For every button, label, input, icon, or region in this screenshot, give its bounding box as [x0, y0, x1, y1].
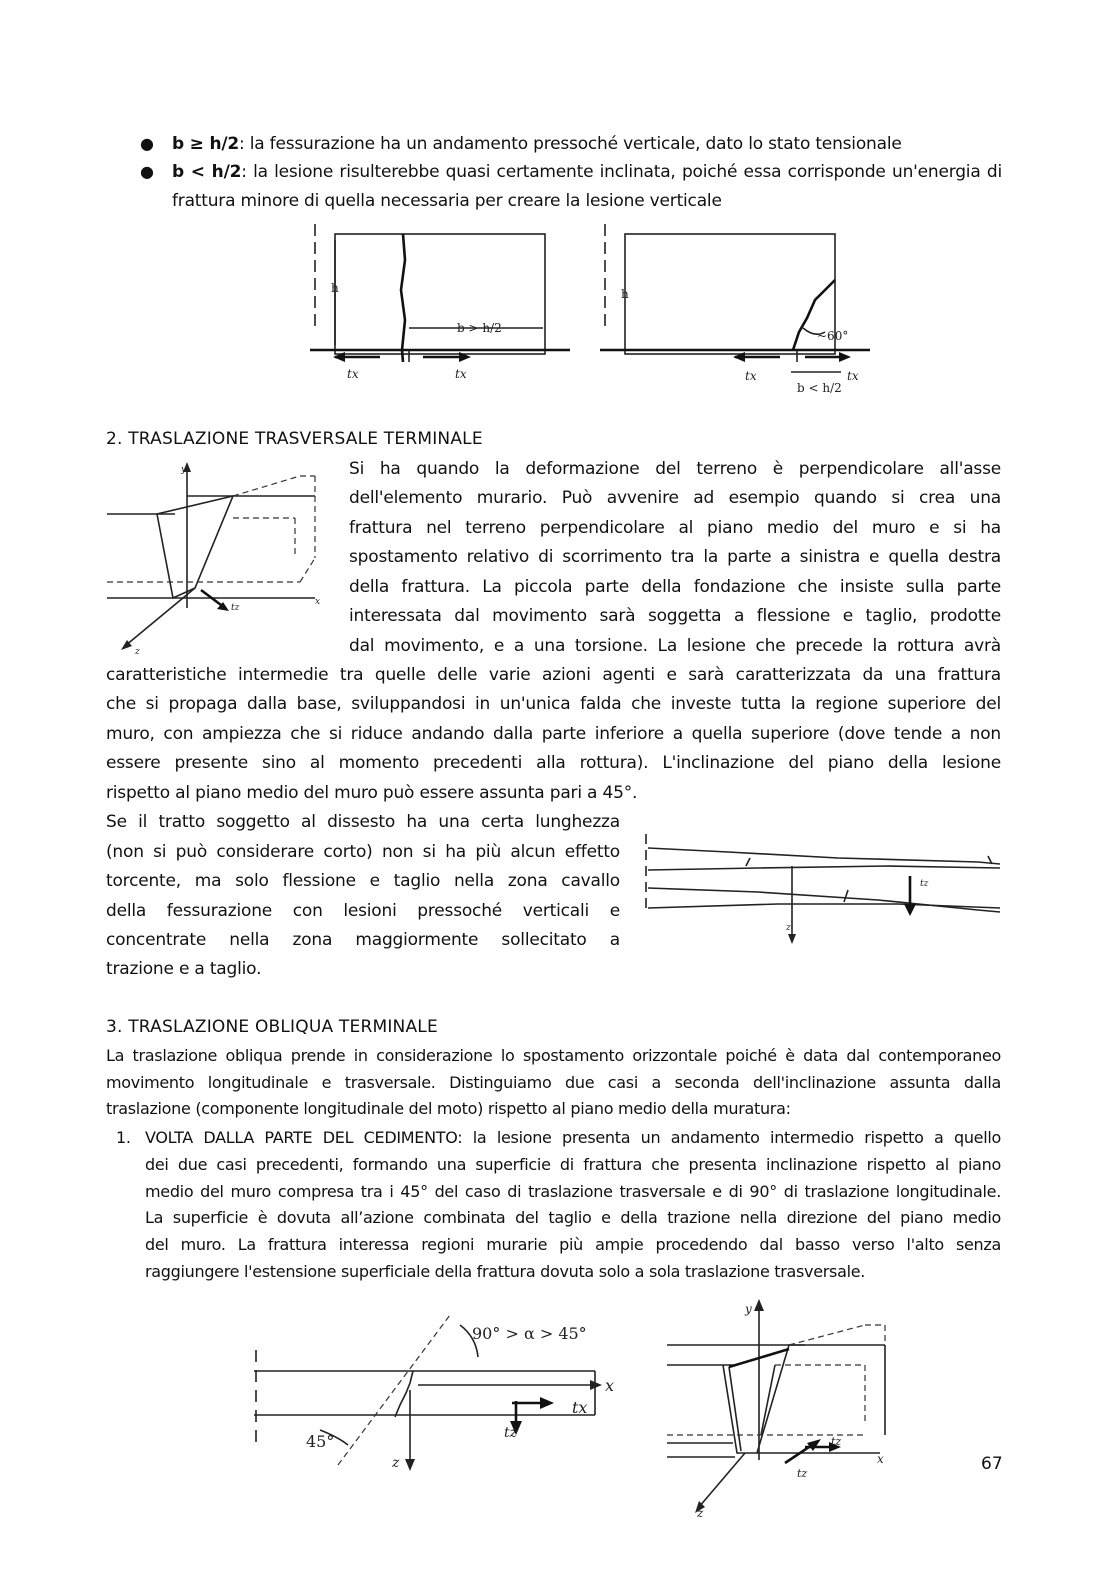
section-3-item-line-1: VOLTA DALLA PARTE DEL CEDIMENTO: la lesione presenta un andamento intermedio rispetto a quello [145, 1128, 1001, 1147]
fig3b-x: x [877, 1452, 884, 1466]
fig3a-tx: tx [572, 1398, 588, 1417]
bullet-2-continuation: frattura minore di quella necessaria per creare la lesione verticale [172, 191, 722, 211]
section-3-intro-2: movimento longitudinale e trasversale. Distinguiamo due casi a seconda dell'inclinazione assunta dalla [106, 1073, 1001, 1092]
fig1-right-angle: ~60° [817, 329, 849, 343]
fig1-left-h: h [331, 281, 339, 295]
fig3b-z: z [697, 1506, 704, 1520]
fig3b-tz1: tz [797, 1467, 808, 1480]
section-2-title: 2. TRASLAZIONE TRASVERSALE TERMINALE [106, 429, 483, 449]
fig1-right-tx1: tx [745, 369, 757, 383]
bullet-2-text: : la lesione risulterebbe quasi certamente inclinata, poiché essa corrisponde un'energia di [241, 162, 1002, 182]
bullet-1-text: : la fessurazione ha un andamento pressoché verticale, dato lo stato tensionale [239, 134, 902, 154]
section-2-para-right-3: frattura nel terreno perpendicolare al piano medio del muro e si ha [349, 518, 1001, 538]
section-2-para-full-4: essere presente sino al momento precedenti alla rottura). L'inclinazione del piano della lesione [106, 753, 1001, 773]
section-3-item-line-2: dei due casi precedenti, formando una superficie di frattura che presenta inclinazione rispetto al piano [145, 1155, 1001, 1174]
figure-long-beam [638, 830, 1008, 950]
figure-oblique-plan [250, 1305, 630, 1480]
section-2-para-right-4: spostamento relativo di scorrimento tra la parte a sinistra e quella destra [349, 547, 1001, 567]
fig3a-x: x [605, 1376, 615, 1395]
section-2-para-right-7: dal movimento, e a una torsione. La lesione che precede la rottura avrà [349, 636, 1001, 656]
bullet-1-bold: b ≥ h/2 [172, 134, 239, 154]
fig3b-y: y [745, 1302, 752, 1316]
section-3-item-number: 1. [116, 1128, 131, 1147]
fig2a-tz: tz [231, 603, 240, 613]
section-2-para-full-3: muro, con ampiezza che si riduce andando dalla parte inferiore a quella superiore (dove tende a non [106, 724, 1001, 744]
bullet-1 [172, 130, 1002, 159]
figure-oblique-axonometric [665, 1295, 905, 1520]
section-3-title: 3. TRASLAZIONE OBLIQUA TERMINALE [106, 1017, 438, 1037]
fig3a-z: z [392, 1455, 400, 1471]
bullet-marker: ● [140, 162, 154, 181]
bullet-2 [172, 158, 1002, 187]
fig3a-angle45: 45° [306, 1432, 335, 1451]
fig1-right-tx2: tx [847, 369, 859, 383]
fig3a-tz: tz [504, 1425, 518, 1441]
fig2a-x: x [315, 597, 321, 607]
fig2a-z: z [135, 647, 140, 657]
section-2-para-full-2: che si propaga dalla base, sviluppandosi in un'unica falda che investe tutta la regione superiore del [106, 694, 1001, 714]
section-2-para-full-5: rispetto al piano medio del muro può essere assunta pari a 45°. [106, 783, 638, 803]
fig2a-y: y [181, 465, 187, 475]
section-2-para-left-5: concentrate nella zona maggiormente sollecitato a [106, 930, 620, 950]
fig1-left-b: b > h/2 [457, 321, 502, 335]
section-3-item-line-3: medio del muro compresa tra i 45° del caso di traslazione trasversale e di 90° di traslazione longitudinale. [145, 1182, 1001, 1201]
fig3b-tz2: tz [831, 1435, 842, 1448]
bullet-2-bold: b < h/2 [172, 162, 242, 182]
figure-inclined-crack [595, 220, 885, 395]
figure-transverse-translation [105, 458, 335, 658]
bullet-marker: ● [140, 134, 154, 153]
fig1-left-tx2: tx [455, 367, 467, 381]
fig2b-tz: tz [920, 879, 929, 889]
section-3-intro-3: traslazione (componente longitudinale del moto) rispetto al piano medio della muratura: [106, 1099, 791, 1118]
fig1-left-tx1: tx [347, 367, 359, 381]
section-3-item-line-5: del muro. La frattura interessa regioni murarie più ampie procedendo dal basso verso l'alto senza [145, 1235, 1001, 1254]
section-2-para-left-2: (non si può considerare corto) non si ha più alcun effetto [106, 842, 620, 862]
section-2-para-right-5: della frattura. La piccola parte della fondazione che insiste sulla parte [349, 577, 1001, 597]
section-2-para-left-6: trazione e a taglio. [106, 959, 262, 979]
section-2-para-right-1: Si ha quando la deformazione del terreno è perpendicolare all'asse [349, 459, 1001, 479]
section-2-para-left-1: Se il tratto soggetto al dissesto ha una certa lunghezza [106, 812, 620, 832]
figure-vertical-crack [305, 220, 575, 390]
section-2-para-full-1: caratteristiche intermedie tra quelle delle varie azioni agenti e sarà caratterizzata da una frattura [106, 665, 1001, 685]
section-2-para-right-2: dell'elemento murario. Può avvenire ad esempio quando si crea una [349, 488, 1001, 508]
fig2b-z: z [786, 923, 791, 933]
fig1-right-h: h [621, 287, 629, 301]
section-3-item-line-6: raggiungere l'estensione superficiale della frattura dovuta solo a sola traslazione trasversale. [145, 1262, 866, 1281]
fig1-right-b: b < h/2 [797, 381, 842, 395]
section-2-para-right-6: interessata dal movimento sarà soggetta a flessione e taglio, prodotte [349, 606, 1001, 626]
fig3a-angle-range: 90° > α > 45° [472, 1324, 587, 1343]
page-number: 67 [981, 1454, 1003, 1474]
section-2-para-left-4: della fessurazione con lesioni pressoché verticali e [106, 901, 620, 921]
section-3-intro-1: La traslazione obliqua prende in considerazione lo spostamento orizzontale poiché è data dal contemporaneo [106, 1046, 1001, 1065]
section-3-item-line-4: La superficie è dovuta all’azione combinata del taglio e della trazione nella direzione del piano medio [145, 1208, 1001, 1227]
section-2-para-left-3: torcente, ma solo flessione e taglio nella zona cavallo [106, 871, 620, 891]
